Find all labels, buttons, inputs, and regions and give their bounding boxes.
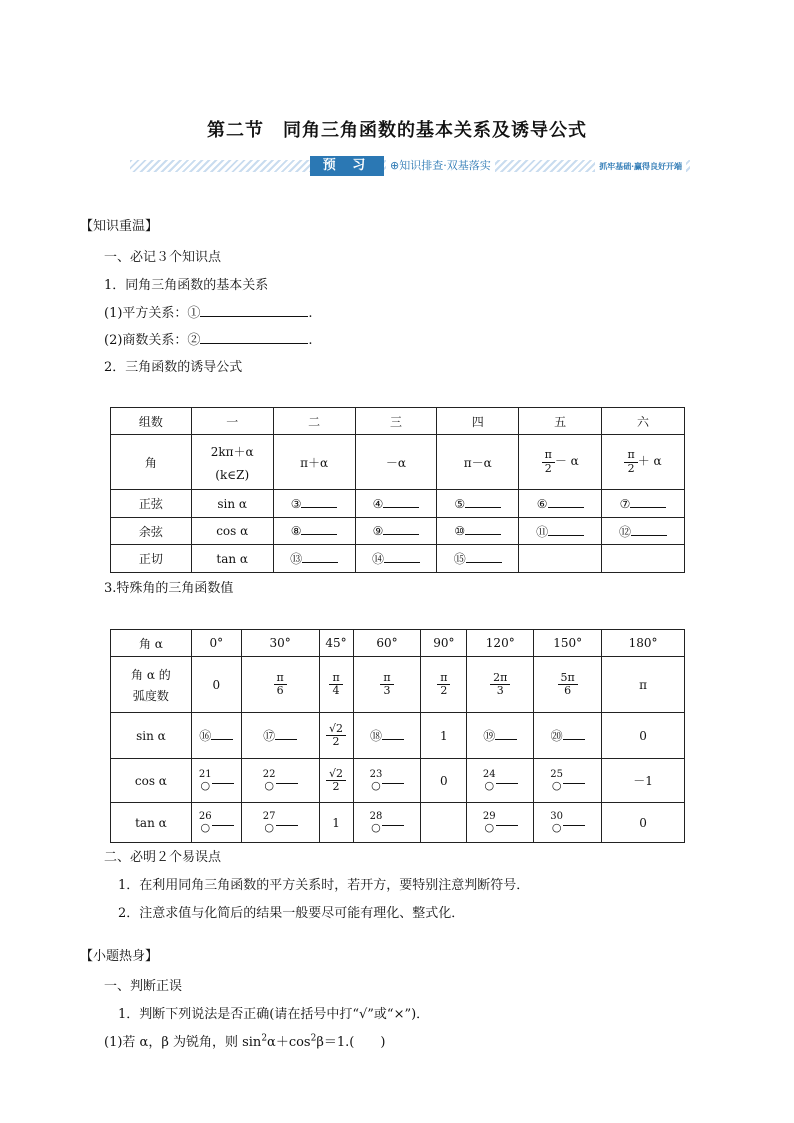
answer-blank[interactable] [382, 729, 404, 740]
answer-blank[interactable] [212, 815, 234, 826]
numerator: π [380, 672, 393, 685]
circle-icon: ○ [484, 779, 495, 792]
pitfall-1: 1．在利用同角三角函数的平方关系时，若开方，要特别注意判断符号． [118, 878, 530, 893]
mark-number: 27 [262, 811, 276, 822]
answer-blank[interactable] [301, 497, 337, 508]
answer-mark [370, 770, 383, 791]
table-row [111, 657, 685, 713]
answer-blank-2[interactable] [200, 331, 308, 344]
value-cell [319, 713, 353, 759]
table-row [111, 759, 685, 803]
pitfall-2: 2．注意求值与化简后的结果一般要尽可能有理化、整式化． [118, 906, 465, 921]
period: . [308, 333, 313, 348]
denominator: 3 [496, 684, 504, 697]
table-header: 二 [273, 408, 355, 435]
denominator: 6 [564, 684, 572, 697]
answer-cell[interactable] [519, 490, 602, 518]
fraction [490, 672, 510, 697]
answer-blank[interactable] [384, 552, 420, 563]
value-cell: 1 [421, 713, 467, 759]
item-quotient-relation [104, 329, 313, 348]
table-header: 150° [534, 630, 602, 657]
answer-mark: ④ [372, 496, 384, 511]
circle-icon: ○ [551, 779, 562, 792]
question-text: β＝1.( ) [316, 1035, 386, 1050]
radian-cell: 0 [191, 657, 241, 713]
value-cell: 0 [602, 713, 685, 759]
numerator: π [274, 672, 287, 685]
answer-mark: ⑧ [290, 524, 302, 538]
circle-icon: ○ [371, 779, 381, 792]
answer-cell[interactable] [437, 490, 519, 518]
empty-cell [602, 545, 685, 573]
table-header: 三 [355, 408, 437, 435]
answer-blank-1[interactable] [200, 304, 308, 317]
answer-blank[interactable] [496, 815, 518, 826]
denominator: 2 [544, 461, 552, 475]
function-cell: sin α [191, 490, 273, 518]
section-heading-warmup: 【小题热身】 [80, 949, 159, 964]
radian-cell [353, 657, 421, 713]
answer-blank[interactable] [495, 729, 517, 740]
angle-tail: － α [554, 454, 579, 469]
subheading-true-false: 一、判断正误 [104, 979, 183, 994]
answer-mark: ⑭ [371, 552, 384, 566]
fraction [437, 672, 450, 697]
fraction [380, 672, 393, 697]
function-cell: tan α [191, 545, 273, 573]
label-line: 角 α 的 [131, 667, 171, 682]
answer-blank[interactable] [465, 524, 501, 535]
answer-blank[interactable] [563, 815, 585, 826]
mark-number: 23 [369, 769, 383, 780]
fraction [624, 449, 637, 474]
function-cell: cos α [191, 518, 273, 545]
table-header: 五 [519, 408, 602, 435]
circle-icon: ○ [264, 821, 274, 834]
answer-mark: ⑫ [619, 524, 632, 539]
value-cell: 0 [421, 759, 467, 803]
mark-number: 21 [198, 769, 212, 780]
answer-mark: ⑥ [536, 496, 548, 511]
banner-subtitle: ⊕知识排查·双基落实 [386, 156, 495, 176]
table-row [111, 545, 685, 573]
page-title: 第二节 同角三角函数的基本关系及诱导公式 [207, 120, 587, 141]
period: . [308, 306, 313, 321]
answer-mark: ⑱ [369, 729, 382, 743]
table-row [111, 803, 685, 843]
angle-group-1 [191, 435, 273, 490]
answer-blank[interactable] [496, 773, 518, 784]
angle-tail: ＋ α [637, 454, 662, 469]
mark-number: 30 [550, 811, 564, 822]
row-label-cosine: 余弦 [111, 518, 192, 545]
value-cell: 1 [319, 803, 353, 843]
answer-cell[interactable] [519, 518, 602, 545]
answer-mark [370, 812, 383, 833]
mark-number: 25 [550, 769, 564, 780]
answer-blank[interactable] [276, 773, 298, 784]
angle-group-6 [602, 435, 685, 490]
answer-mark [483, 812, 496, 833]
numerator: 2π [490, 672, 510, 685]
answer-cell[interactable] [353, 713, 421, 759]
denominator: 2 [440, 684, 448, 697]
answer-mark [263, 770, 276, 791]
answer-blank[interactable] [563, 773, 585, 784]
radian-cell [319, 657, 353, 713]
radian-cell [241, 657, 319, 713]
special-angle-table [110, 629, 685, 843]
answer-mark: ⑯ [199, 729, 212, 743]
item-induction-formulas: 2．三角函数的诱导公式 [104, 360, 243, 375]
label-line: 弧度数 [132, 688, 169, 703]
value-cell: －1 [602, 759, 685, 803]
table-row [111, 490, 685, 518]
question-text: (1)若 α，β 为锐角，则 sin [104, 1035, 262, 1050]
answer-mark [199, 770, 212, 791]
fraction [326, 723, 346, 748]
answer-blank[interactable] [631, 525, 667, 536]
answer-blank[interactable] [276, 815, 298, 826]
answer-blank[interactable] [275, 729, 297, 740]
answer-cell[interactable] [241, 713, 319, 759]
table-header: 90° [421, 630, 467, 657]
row-label-angle: 角 [111, 435, 192, 490]
fraction [542, 449, 555, 474]
angle-expression: 2kπ＋α [210, 444, 254, 459]
answer-blank[interactable] [630, 497, 666, 508]
answer-blank[interactable] [466, 552, 502, 563]
table-header: 60° [353, 630, 421, 657]
angle-group-5 [519, 435, 602, 490]
answer-mark: ⑮ [453, 552, 466, 566]
numerator: π [542, 449, 555, 462]
table-header: 120° [467, 630, 534, 657]
table-header: 180° [602, 630, 685, 657]
table-header: 六 [602, 408, 685, 435]
answer-cell[interactable] [467, 713, 534, 759]
table-row [111, 518, 685, 545]
fraction [326, 768, 346, 793]
instruction-true-false: 1．判断下列说法是否正确(请在括号中打“√”或“×”)． [118, 1007, 430, 1022]
table-row [111, 435, 685, 490]
answer-blank[interactable] [211, 729, 233, 740]
table-header: 四 [437, 408, 519, 435]
radian-cell [467, 657, 534, 713]
answer-mark: ⑰ [263, 729, 276, 743]
table-header: 角 α [111, 630, 192, 657]
banner-slogan: 抓牢基础·赢得良好开端 [595, 156, 686, 176]
item-square-relation [104, 302, 313, 321]
answer-blank[interactable] [301, 524, 337, 535]
table-row [111, 630, 685, 657]
answer-cell[interactable] [467, 759, 534, 803]
angle-group-4: π－α [437, 435, 519, 490]
row-label-tangent: 正切 [111, 545, 192, 573]
empty-cell [421, 803, 467, 843]
denominator: 4 [332, 684, 340, 697]
superscript: 2 [261, 1033, 268, 1044]
row-label-radians [111, 657, 192, 713]
fraction [558, 672, 578, 697]
angle-group-2: π＋α [273, 435, 355, 490]
answer-mark: ⑪ [536, 524, 549, 539]
value-cell [319, 759, 353, 803]
table-header: 45° [319, 630, 353, 657]
row-label-sine: 正弦 [111, 490, 192, 518]
banner-tag: 预 习 [310, 156, 384, 176]
answer-mark [550, 770, 563, 791]
circle-icon: ○ [551, 821, 562, 834]
section-heading-review: 【知识重温】 [80, 219, 159, 234]
mark-number: 22 [262, 769, 276, 780]
answer-blank[interactable] [382, 773, 404, 784]
table-header: 30° [241, 630, 319, 657]
table-header: 一 [191, 408, 273, 435]
subheading-pitfalls: 二、必明２个易误点 [104, 850, 222, 865]
denominator: 3 [383, 684, 391, 697]
answer-blank[interactable] [382, 815, 404, 826]
radian-cell: π [602, 657, 685, 713]
mark-number: 24 [482, 769, 496, 780]
answer-cell[interactable] [437, 518, 519, 545]
question-1 [104, 1031, 385, 1050]
table-row [111, 713, 685, 759]
answer-cell[interactable] [534, 803, 602, 843]
empty-cell [519, 545, 602, 573]
answer-cell[interactable] [534, 713, 602, 759]
mark-number: 29 [482, 811, 496, 822]
fraction [329, 672, 342, 697]
answer-mark: ⑬ [290, 552, 303, 566]
answer-cell[interactable] [273, 490, 355, 518]
denominator: 2 [332, 735, 340, 748]
answer-blank[interactable] [383, 524, 419, 535]
superscript: 2 [310, 1033, 317, 1044]
table-header: 0° [191, 630, 241, 657]
fraction [274, 672, 287, 697]
answer-blank[interactable] [548, 525, 584, 536]
answer-cell[interactable] [355, 490, 437, 518]
section-banner [130, 156, 690, 176]
answer-cell[interactable] [437, 545, 519, 573]
square-relation-label: (1)平方关系：① [104, 306, 201, 321]
numerator: 5π [558, 672, 578, 685]
answer-cell[interactable] [353, 803, 421, 843]
answer-cell[interactable] [241, 803, 319, 843]
answer-cell[interactable] [191, 759, 241, 803]
answer-cell[interactable] [467, 803, 534, 843]
answer-blank[interactable] [548, 497, 584, 508]
circle-icon: ○ [200, 821, 211, 834]
numerator: √2 [326, 723, 346, 736]
answer-mark: ⑤ [454, 496, 466, 511]
circle-icon: ○ [200, 779, 211, 792]
row-label-sin: sin α [111, 713, 192, 759]
answer-cell[interactable] [273, 518, 355, 545]
answer-cell[interactable] [534, 759, 602, 803]
answer-blank[interactable] [465, 497, 501, 508]
circle-icon: ○ [264, 779, 274, 792]
numerator: π [329, 672, 342, 685]
answer-blank[interactable] [563, 729, 585, 740]
numerator: √2 [326, 768, 346, 781]
answer-cell[interactable] [355, 545, 437, 573]
row-label-tan: tan α [111, 803, 192, 843]
answer-cell[interactable] [602, 518, 685, 545]
numerator: π [624, 449, 637, 462]
item-special-angles: 3.特殊角的三角函数值 [104, 581, 234, 596]
denominator: 6 [276, 684, 284, 697]
radian-cell [421, 657, 467, 713]
item-basic-relations: 1．同角三角函数的基本关系 [104, 278, 269, 293]
answer-mark: ⑩ [454, 524, 466, 538]
circle-icon: ○ [484, 821, 495, 834]
value-cell: 0 [602, 803, 685, 843]
angle-condition: (k∈Z) [215, 467, 250, 482]
radian-cell [534, 657, 602, 713]
answer-cell[interactable] [355, 518, 437, 545]
answer-mark: ⑨ [372, 524, 384, 538]
denominator: 2 [627, 461, 635, 475]
answer-mark: ⑦ [619, 496, 631, 511]
answer-blank[interactable] [383, 497, 419, 508]
answer-cell[interactable] [241, 759, 319, 803]
answer-mark: ⑲ [483, 729, 496, 743]
answer-mark [199, 812, 212, 833]
answer-blank[interactable] [212, 773, 234, 784]
answer-cell[interactable] [273, 545, 355, 573]
angle-group-3: －α [355, 435, 437, 490]
subheading-knowledge-points: 一、必记３个知识点 [104, 250, 222, 265]
table-header: 组数 [111, 408, 192, 435]
answer-blank[interactable] [302, 552, 338, 563]
answer-mark [263, 812, 276, 833]
answer-mark [483, 770, 496, 791]
answer-cell[interactable] [353, 759, 421, 803]
table-row [111, 408, 685, 435]
answer-cell[interactable] [191, 803, 241, 843]
row-label-cos: cos α [111, 759, 192, 803]
answer-mark: ⑳ [550, 729, 563, 743]
question-text: α＋cos [267, 1035, 311, 1050]
denominator: 2 [332, 780, 340, 793]
mark-number: 28 [369, 811, 383, 822]
answer-mark [550, 812, 563, 833]
answer-cell[interactable] [602, 490, 685, 518]
answer-cell[interactable] [191, 713, 241, 759]
circle-icon: ○ [371, 821, 381, 834]
mark-number: 26 [198, 811, 212, 822]
induction-formula-table [110, 407, 685, 573]
quotient-relation-label: (2)商数关系：② [104, 333, 201, 348]
answer-mark: ③ [290, 496, 302, 511]
numerator: π [437, 672, 450, 685]
